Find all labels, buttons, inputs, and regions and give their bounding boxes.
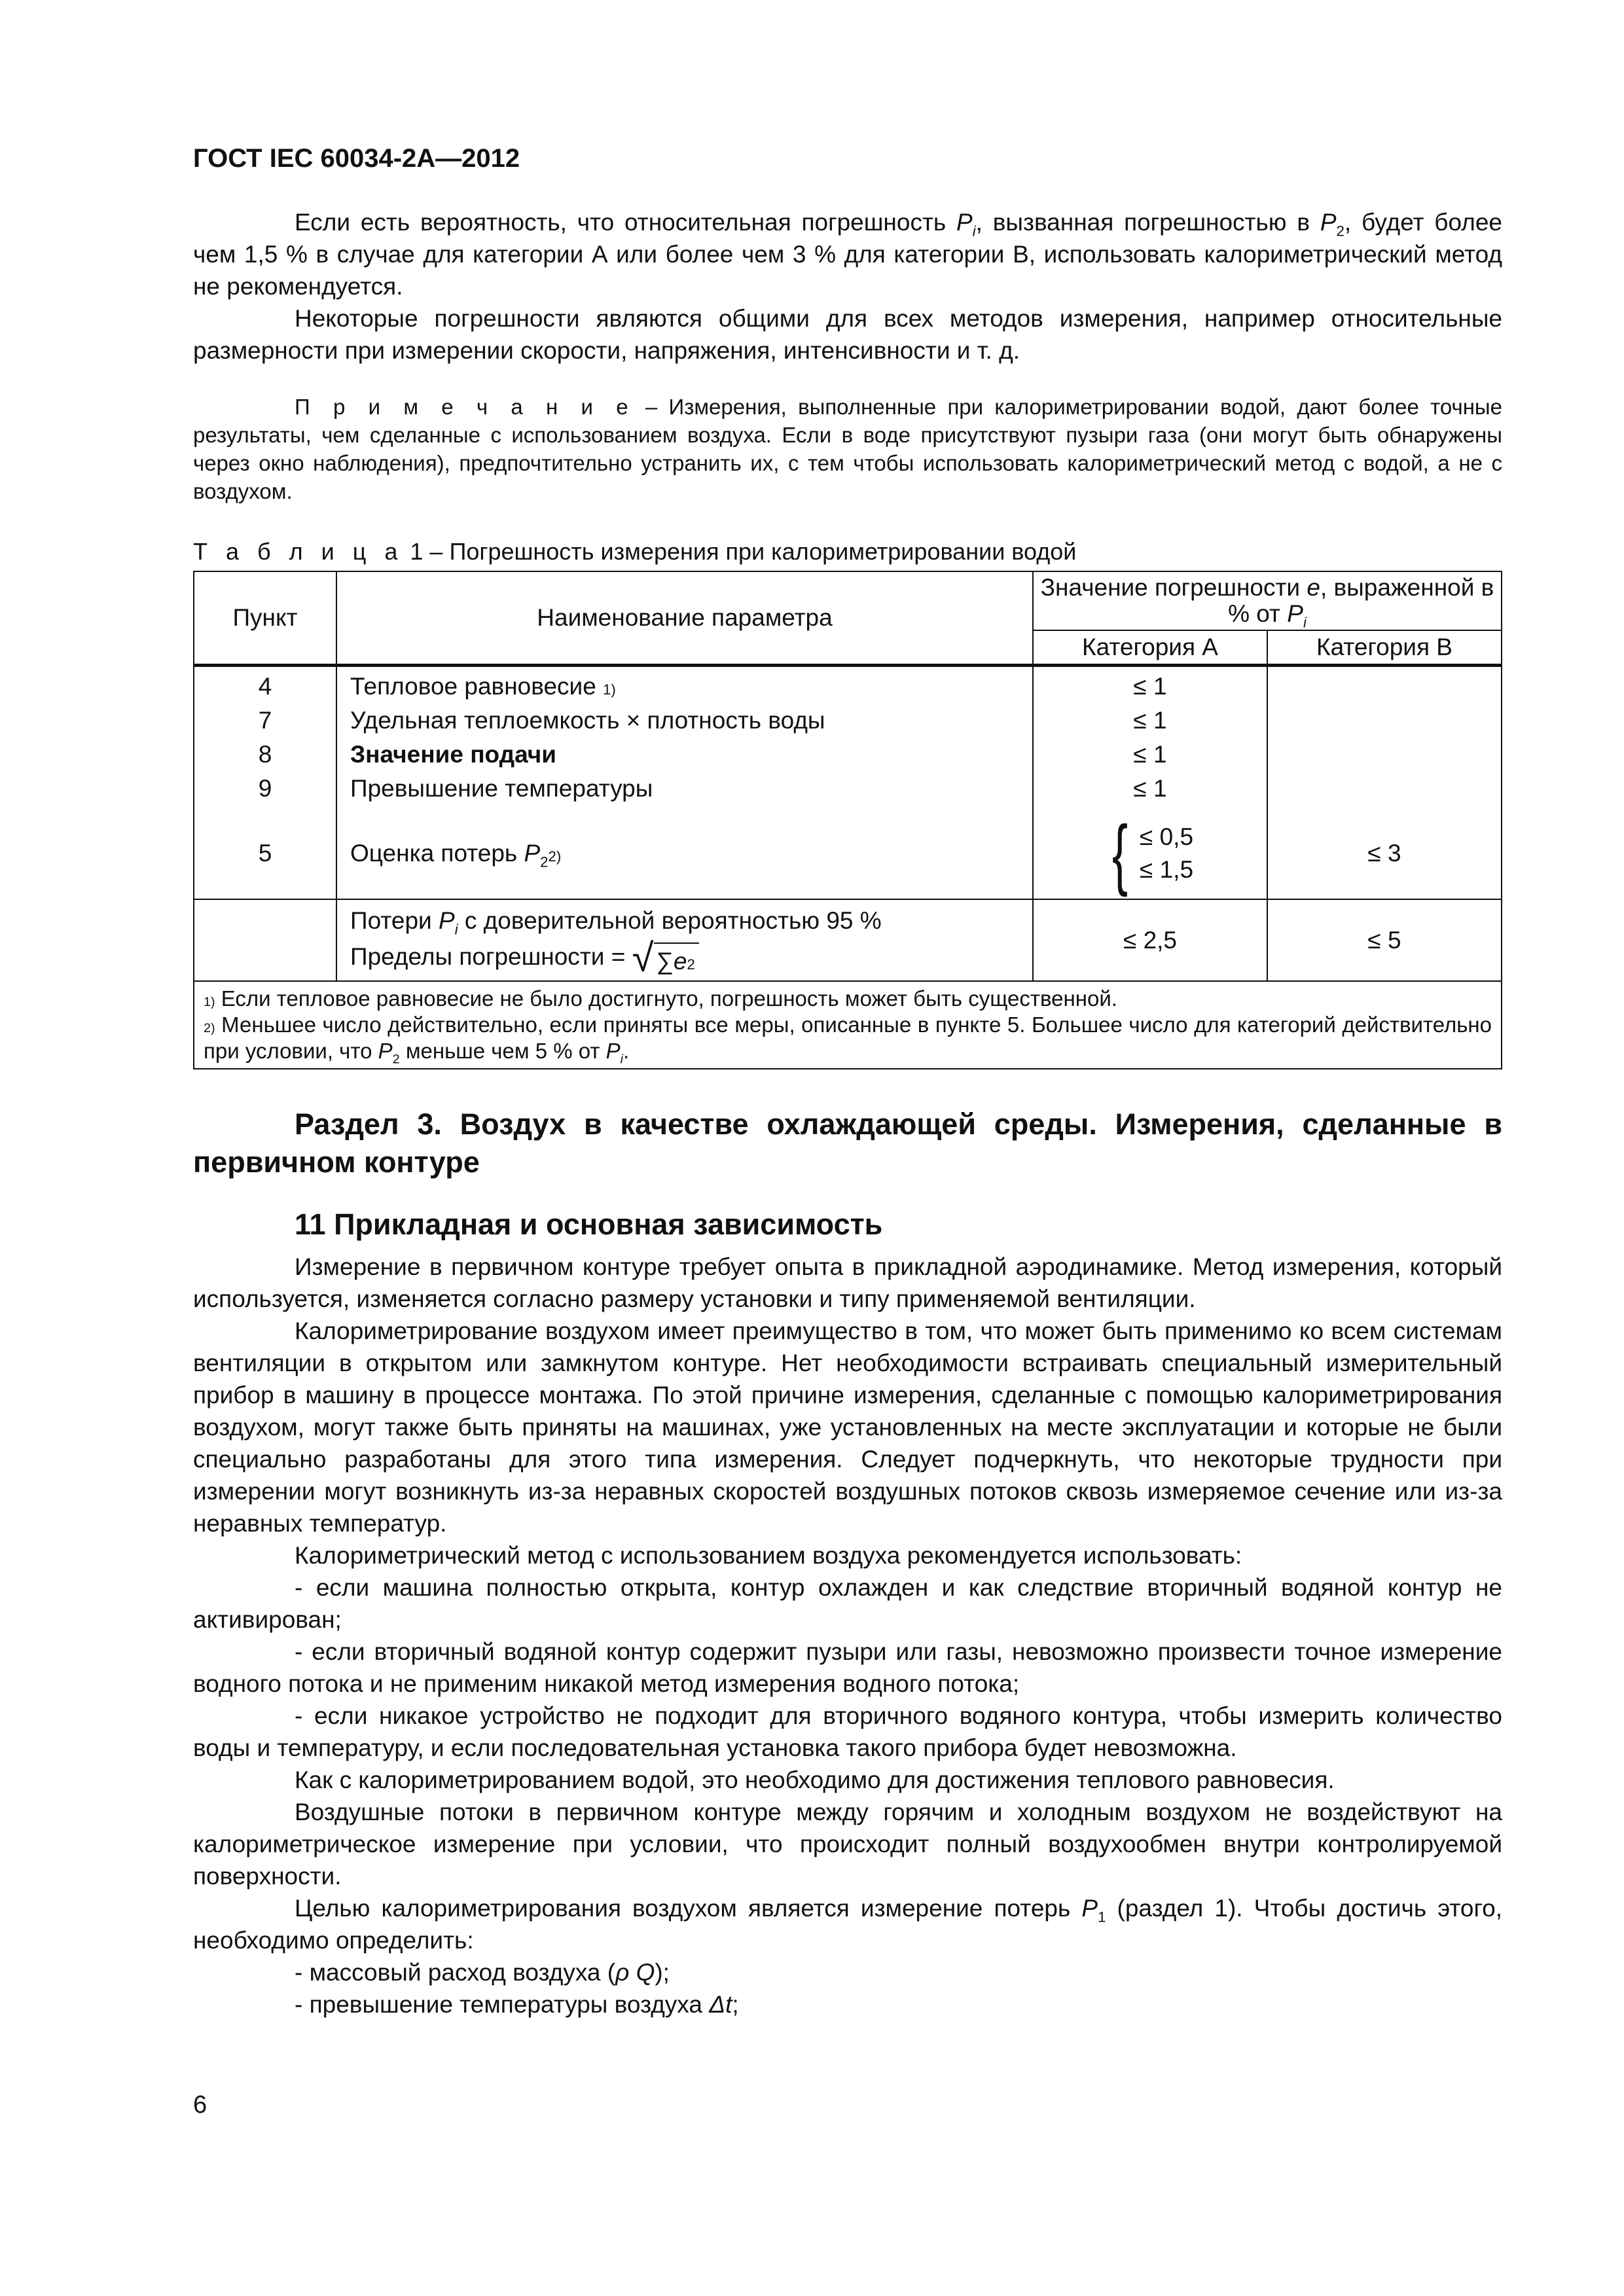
table-head-value: Значение погрешности e, выраженной в % от $P_i$ [1033,571,1502,630]
table-head-cat-b: Категория В [1267,630,1502,666]
table-row5-cat-a: { ≤ 0,5 ≤ 1,5 [1033,808,1267,899]
body-list-item: - если никакое устройство не подходит для вторичного водяного контура, чтобы измерить количество воды и температуру, и если последовательная установка такого прибора будет невозможна. [193,1702,1502,1762]
document-page [193,144,1502,2020]
table-caption: Т а б л и ц а 1 – Погрешность измерения при калориметрировании водой [193,538,1077,565]
table-footnote-2: $^{2)}$ Меньшее число действительно, если приняты все меры, описанные в пункте 5. Большее число для категорий действительно при условии, что $P_2$ меньше чем 5 % от $P_i$. [204,1013,1492,1067]
table-row-names: Тепловое равновесие $^{1)}$ Удельная теплоемкость × плотность воды Значение подачи Превышение температуры [336,666,1033,809]
body-list-item: - если машина полностью открыта, контур охлажден и как следствие вторичный водяной контур не активирован; [193,1574,1502,1634]
table-head-cat-a: Категория А [1033,630,1267,666]
table-row5-name: Оценка потерь $P_2^{2)}$ [336,808,1033,899]
table-row-cat-b [1267,666,1502,809]
document-header: ГОСТ IEC 60034-2А—2012 [193,144,520,173]
note-label: П р и м е ч а н и е [295,395,634,419]
body-paragraph: Измерение в первичном контуре требует опыта в прикладной аэродинамике. Метод измерения, который используется, изменяется согласно размеру установки и типу применяемой вентиляции. [193,1253,1502,1313]
table-total-cat-b: ≤ 5 [1267,899,1502,981]
table-footnotes [194,981,1502,1069]
table-row-cat-a: ≤ 1 ≤ 1 ≤ 1 ≤ 1 [1033,666,1267,809]
goal-paragraph: Целью калориметрирования воздухом является измерение потерь $P_1$ (раздел 1). Чтобы достичь этого, необходимо определить: [193,1895,1502,1954]
note-block: П р и м е ч а н и е – Измерения, выполненные при калориметрировании водой, дают более точные результаты, чем сделанные с использованием воздуха. Если в воде присутствуют пузыри газа (они могут быть обнаружены через окно наблюдения), предпочтительно устранить их, с тем чтобы использовать калориметрический метод с водой, а не с воздухом. [193,395,1503,503]
sqrt-formula: √ $\sum e^2$ [632,939,699,978]
list-item-mass-flow: - массовый расход воздуха (ρ Q); [295,1959,670,1986]
table-head-param: Наименование параметра [336,571,1033,666]
subsection-heading: 11 Прикладная и основная зависимость [295,1208,883,1242]
body-paragraph: Калориметрирование воздухом имеет преимущество в том, что может быть применимо ко всем системам вентиляции в открытом или замкнутом контуре. Нет необходимости встраивать специальный измерительный прибор в машину в процессе монтажа. По этой причине измерения, сделанные с помощью калориметрирования воздухом, могут также быть приняты на машинах, уже установленных на месте эксплуатации и которые не были специально разработаны для этого типа измерения. Следует подчеркнуть, что некоторые трудности при измерении могут возникнуть из-за неравных скоростей воздушных потоков сквозь измеряемое сечение или из-за неравных температур. [193,1318,1502,1537]
body-paragraph: Как с калориметрированием водой, это необходимо для достижения теплового равновесия. [295,1767,1335,1794]
body-paragraph: Калориметрический метод с использованием воздуха рекомендуется использовать: [295,1542,1242,1570]
table-head-item: Пункт [194,571,336,666]
error-table [193,571,1502,1069]
table-row-nums: 4 7 8 9 [194,666,336,809]
page-number: 6 [193,2091,208,2119]
body-paragraph: Воздушные потоки в первичном контуре между горячим и холодным воздухом не воздействуют на калориметрическое измерение при условии, что происходит полный воздухообмен внутри контролируемой поверхности. [193,1799,1502,1890]
table-total-num [194,899,336,981]
table-row5-num: 5 [194,808,336,899]
table-total-name: Потери $P_i$ с доверительной вероятностью 95 % Пределы погрешности = √ $\sum e^2$ [336,899,1033,981]
intro-paragraph-1: Если есть вероятность, что относительная погрешность $P_i$, вызванная погрешностью в $P_2$, будет более чем 1,5 % в случае для категории А или более чем 3 % для категории В, использовать калориметрический метод не рекомендуется. [193,209,1503,300]
table-footnote-1: $^{1)}$ Если тепловое равновесие не было достигнуто, погрешность может быть существенной. [204,986,1117,1011]
list-item-temperature-rise: - превышение температуры воздуха Δt; [295,1991,739,2018]
table-total-cat-a: ≤ 2,5 [1033,899,1267,981]
section-heading: Раздел 3. Воздух в качестве охлаждающей среды. Измерения, сделанные в первичном контуре [193,1107,1502,1179]
table-row5-cat-b: ≤ 3 [1267,808,1502,899]
body-list-item: - если вторичный водяной контур содержит пузыри или газы, невозможно произвести точное измерение водного потока и не применим никакой метод измерения водного потока; [193,1638,1502,1698]
intro-paragraph-2: Некоторые погрешности являются общими для всех методов измерения, например относительные размерности при измерении скорости, напряжения, интенсивности и т. д. [193,305,1502,364]
